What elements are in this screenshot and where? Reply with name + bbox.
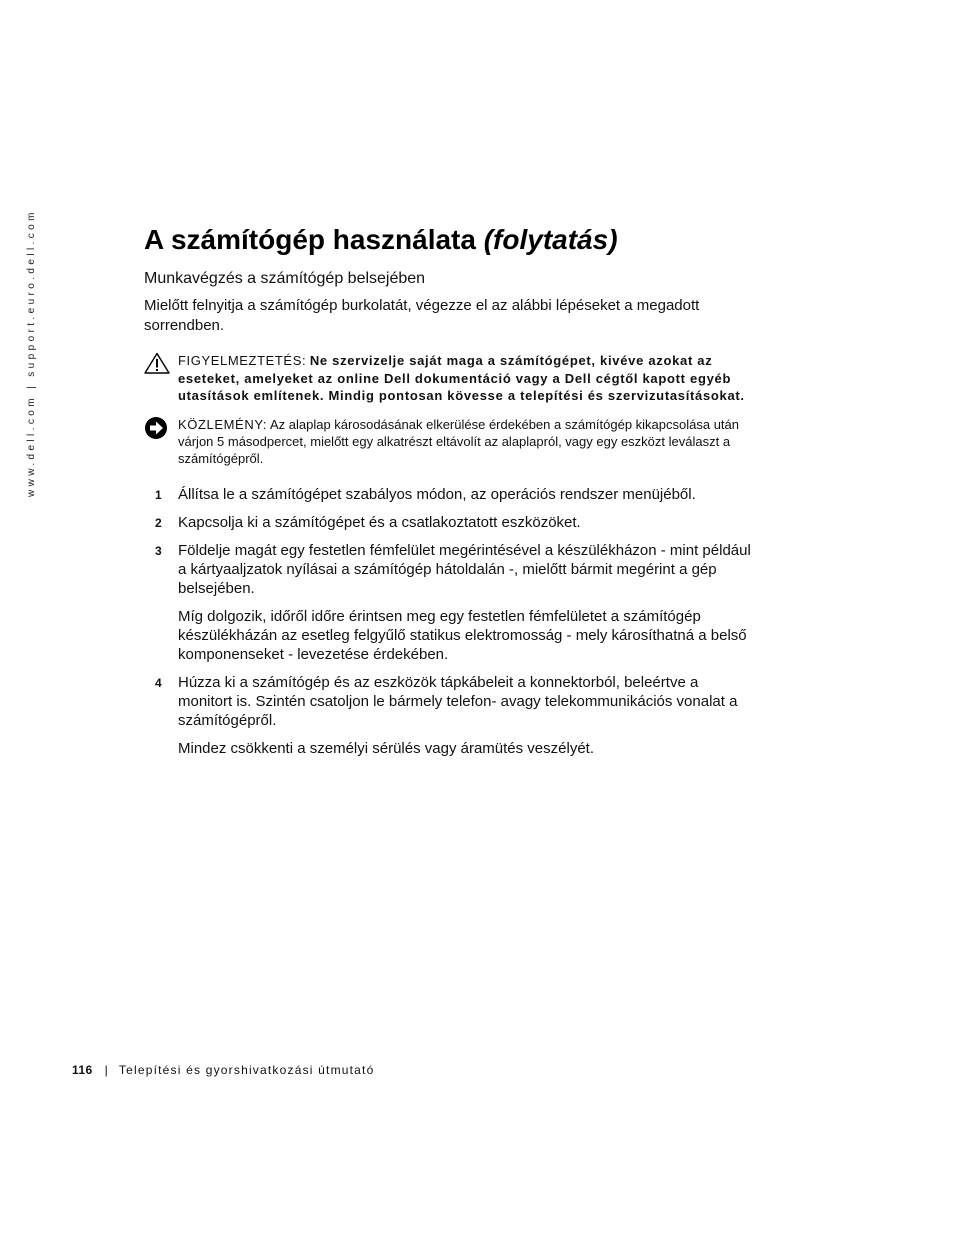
list-item — [144, 513, 754, 532]
page-footer — [72, 1063, 374, 1077]
page-content — [144, 222, 754, 767]
step-number: 3 — [155, 543, 162, 558]
step-text: Állítsa le a számítógépet szabályos módon, az operációs rendszer menüjéből. — [178, 485, 696, 503]
steps-list — [144, 485, 754, 758]
notice-label: KÖZLEMÉNY: — [178, 416, 268, 432]
footer-separator: | — [104, 1063, 109, 1077]
title-main: A számítógép használata — [144, 224, 476, 255]
warning-text: Ne szervizelje saját maga a számítógépet, kivéve azokat az eseteket, amelyeket az online Dell dokumentáció vagy a Dell cégtől kapott egyéb utasítások említenek. Mindig pontosan kövesse a telepítési és szervizutasításokat. — [178, 353, 745, 403]
step-number: 2 — [155, 515, 162, 530]
list-item — [144, 673, 754, 758]
notice-text: Az alaplap károsodásának elkerülése érdekében a számítógép kikapcsolása után várjon 5 másodpercet, mielőtt egy alkatrészt eltávolít az alaplapról, vagy egy eszközt leválaszt a számítógépről. — [178, 416, 739, 466]
list-item — [144, 541, 754, 664]
warning-triangle-icon — [144, 352, 170, 379]
step-text: Húzza ki a számítógép és az eszközök tápkábeleit a konnektorból, beleértve a monitort is. Szintén csatoljon le bármely telefon- avagy telekommunikációs vonalat a számítógépről. — [178, 673, 738, 729]
list-item — [144, 485, 754, 504]
step-number: 4 — [155, 675, 162, 690]
page-title — [144, 222, 754, 258]
sidebar-url: www.dell.com | support.euro.dell.com — [26, 209, 37, 497]
step-extra-text: Mindez csökkenti a személyi sérülés vagy áramütés veszélyét. — [178, 739, 595, 757]
page-number: 116 — [72, 1063, 93, 1077]
step-text: Kapcsolja ki a számítógépet és a csatlakoztatott eszközöket. — [178, 513, 581, 531]
footer-title: Telepítési és gyorshivatkozási útmutató — [118, 1063, 375, 1077]
intro-paragraph: Mielőtt felnyitja a számítógép burkolatát, végezze el az alábbi lépéseket a megadott sorrendben. — [144, 297, 700, 334]
notice-arrow-icon — [144, 416, 168, 444]
warning-block — [144, 352, 754, 405]
warning-label: FIGYELMEZTETÉS: — [178, 353, 307, 368]
step-text: Földelje magát egy festetlen fémfelület megérintésével a készülékházon - mint például a kártyaaljzatok nyílásai a számítógép hátoldalán -, mielőtt bármit megérint a gép belsejében. — [178, 541, 751, 597]
section-subheading: Munkavégzés a számítógép belsejében — [144, 270, 426, 287]
step-extra-text: Míg dolgozik, időről időre érintsen meg egy festetlen fémfelületet a számítógép készülékházán az esetleg felgyűlő statikus elektromosság - mely károsíthatná a belső komponenseket - levezetése érdekében. — [178, 607, 747, 663]
notice-block — [144, 416, 754, 467]
step-number: 1 — [155, 487, 162, 502]
title-italic: (folytatás) — [483, 224, 618, 255]
